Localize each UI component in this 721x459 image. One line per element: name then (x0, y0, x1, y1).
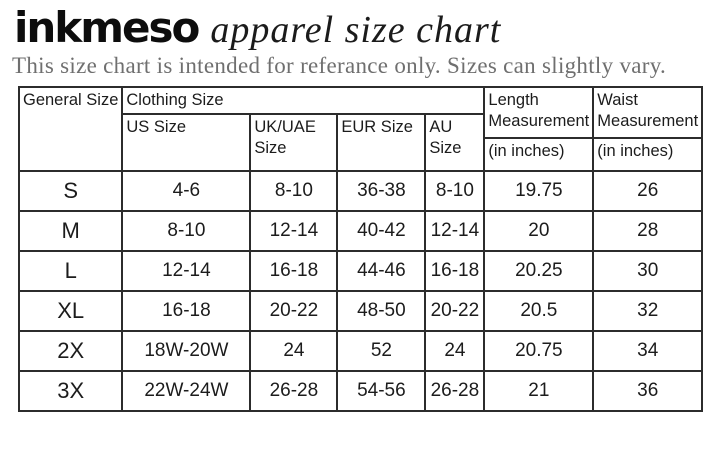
cell-eur-size: 52 (337, 331, 425, 371)
cell-general-size: XL (19, 291, 122, 331)
cell-us-size: 8-10 (122, 211, 250, 251)
cell-uk-uae-size: 12-14 (250, 211, 337, 251)
header-row-top (19, 87, 702, 114)
size-chart-table (18, 86, 703, 412)
col-header-uk-uae-size: UK/UAE Size (250, 114, 337, 171)
waist-header-line1: Waist (597, 91, 638, 110)
waist-header-line2: Measurement (597, 111, 699, 130)
cell-waist-measurement: 28 (593, 211, 702, 251)
table-row-m (19, 211, 702, 251)
cell-waist-measurement: 32 (593, 291, 702, 331)
cell-au-size: 12-14 (425, 211, 484, 251)
cell-general-size: M (19, 211, 122, 251)
cell-uk-uae-size: 26-28 (250, 371, 337, 411)
length-header-line2: Measurement (488, 111, 590, 130)
cell-au-size: 26-28 (425, 371, 484, 411)
cell-uk-uae-size: 8-10 (250, 171, 337, 211)
brand-header (0, 0, 721, 52)
col-header-eur-size: EUR Size (337, 114, 425, 171)
cell-au-size: 16-18 (425, 251, 484, 291)
cell-eur-size: 40-42 (337, 211, 425, 251)
table-row-l (19, 251, 702, 291)
cell-length-measurement: 20.25 (484, 251, 593, 291)
cell-waist-measurement: 30 (593, 251, 702, 291)
cell-uk-uae-size: 16-18 (250, 251, 337, 291)
length-header-line1: Length (488, 91, 539, 110)
cell-eur-size: 54-56 (337, 371, 425, 411)
col-header-us-size: US Size (122, 114, 250, 171)
cell-au-size: 24 (425, 331, 484, 371)
cell-length-measurement: 20 (484, 211, 593, 251)
cell-us-size: 12-14 (122, 251, 250, 291)
cell-uk-uae-size: 24 (250, 331, 337, 371)
cell-waist-measurement: 26 (593, 171, 702, 211)
table-row-2x (19, 331, 702, 371)
cell-us-size: 18W-20W (122, 331, 250, 371)
disclaimer-text: This size chart is intended for referance only. Sizes can slightly vary. (12, 53, 667, 79)
cell-au-size: 8-10 (425, 171, 484, 211)
waist-unit-label: (in inches) (593, 138, 702, 171)
cell-general-size: S (19, 171, 122, 211)
cell-eur-size: 44-46 (337, 251, 425, 291)
cell-eur-size: 36-38 (337, 171, 425, 211)
col-header-waist-measurement (593, 87, 702, 138)
cell-length-measurement: 21 (484, 371, 593, 411)
col-header-clothing-size: Clothing Size (122, 87, 484, 114)
cell-length-measurement: 19.75 (484, 171, 593, 211)
cell-eur-size: 48-50 (337, 291, 425, 331)
col-header-au-size: AU Size (425, 114, 484, 171)
cell-us-size: 22W-24W (122, 371, 250, 411)
cell-us-size: 4-6 (122, 171, 250, 211)
cell-waist-measurement: 36 (593, 371, 702, 411)
page-title: apparel size chart (210, 9, 502, 51)
cell-length-measurement: 20.75 (484, 331, 593, 371)
cell-us-size: 16-18 (122, 291, 250, 331)
length-unit-label: (in inches) (484, 138, 593, 171)
cell-waist-measurement: 34 (593, 331, 702, 371)
cell-uk-uae-size: 20-22 (250, 291, 337, 331)
brand-logo: inkmeso (14, 3, 199, 52)
table-row-s (19, 171, 702, 211)
cell-general-size: 3X (19, 371, 122, 411)
cell-length-measurement: 20.5 (484, 291, 593, 331)
cell-general-size: 2X (19, 331, 122, 371)
cell-au-size: 20-22 (425, 291, 484, 331)
col-header-general-size: General Size (19, 87, 122, 171)
table-row-xl (19, 291, 702, 331)
col-header-length-measurement (484, 87, 593, 138)
cell-general-size: L (19, 251, 122, 291)
table-row-3x (19, 371, 702, 411)
